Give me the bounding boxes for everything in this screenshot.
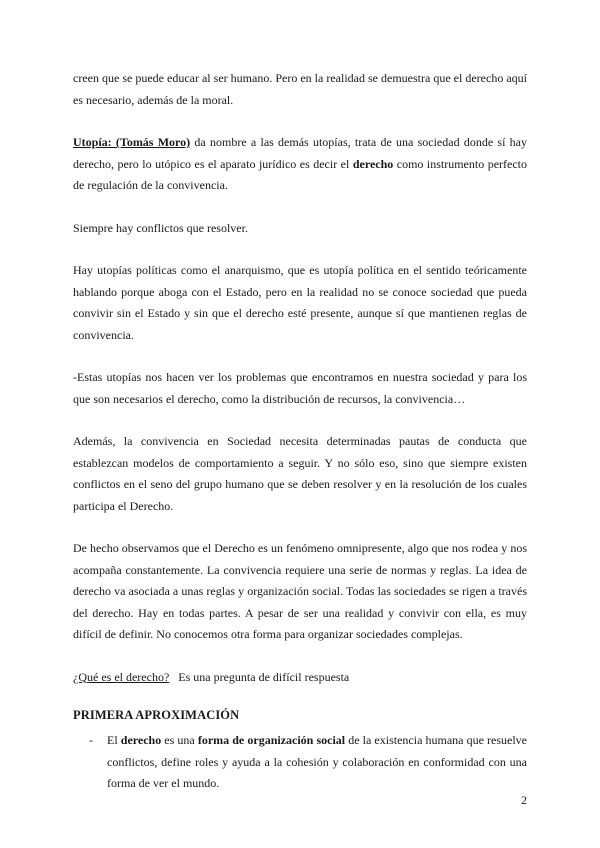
- utopia-text-b: como instrumento perfecto de regulación de la convivencia.: [73, 156, 527, 192]
- utopia-bold-derecho: derecho: [352, 156, 394, 171]
- paragraph-question: [73, 667, 527, 689]
- paragraph-anarchism: Hay utopías políticas como el anarquismo, que es utopía política en el sentido teóricamente hablando porque aboga con el Estado, pero en la realidad no se conoce sociedad que pueda convivir sin el Estado y sin que el derecho esté presente, aunque sí que mantienen reglas de convivencia.: [73, 263, 527, 342]
- bullet-item-definition: [73, 730, 527, 795]
- question-underlined: ¿Qué es el derecho?: [73, 669, 170, 684]
- paragraph-moral: creen que se puede educar al ser humano. Pero en la realidad se demuestra que el derecho aquí es necesario, además de la moral.: [73, 71, 527, 107]
- paragraph-coexistence: Además, la convivencia en Sociedad necesita determinadas pautas de conducta que establezcan modelos de comportamiento a seguir. Y no sólo eso, sino que siempre existen conflictos en el seno del grupo humano que se deben resolver y en la resolución de los cuales participa el Derecho.: [73, 434, 527, 513]
- page-number: 2: [521, 793, 527, 807]
- bullet-text-c: de la existencia humana que resuelve conflictos, define roles y ayuda a la cohesión y colaboración en conformidad con una forma de ver el mundo.: [107, 733, 527, 790]
- utopia-label: Utopía: (Tomás Moro): [73, 135, 191, 149]
- section-heading: PRIMERA APROXIMACIÓN: [73, 708, 240, 722]
- paragraph-omnipresent: De hecho observamos que el Derecho es un fenómeno omnipresente, algo que nos rodea y nos acompaña constantemente. La convivencia requiere una serie de normas y reglas. La idea de derecho va asociada a unas reglas y organización social. Todas las sociedades se rigen a través del derecho. Hay en todas partes. A pesar de ser una realidad y convivir con ella, es muy difícil de definir. No conocemos otra forma para organizar sociedades complejas.: [73, 541, 527, 641]
- bullet-dash: -: [89, 733, 93, 747]
- utopia-text-a: da nombre a las demás utopías, trata de una sociedad donde sí hay derecho, pero lo utópico es el aparato jurídico es decir el: [73, 135, 527, 171]
- bullet-bold-organizacion: forma de organización social: [197, 733, 346, 747]
- document-body: [73, 68, 527, 795]
- paragraph-utopias-problems: -Estas utopías nos hacen ver los problemas que encontramos en nuestra sociedad y para los que son necesarios el derecho, como la distribución de recursos, la convivencia…: [73, 370, 527, 406]
- bullet-text-a: El: [107, 733, 121, 747]
- paragraph-conflicts: Siempre hay conflictos que resolver.: [73, 220, 248, 235]
- bullet-text-b: es una: [161, 733, 198, 747]
- paragraph-utopia-moro: [73, 132, 527, 197]
- bullet-bold-derecho: derecho: [120, 733, 162, 747]
- question-rest: Es una pregunta de difícil respuesta: [169, 669, 350, 684]
